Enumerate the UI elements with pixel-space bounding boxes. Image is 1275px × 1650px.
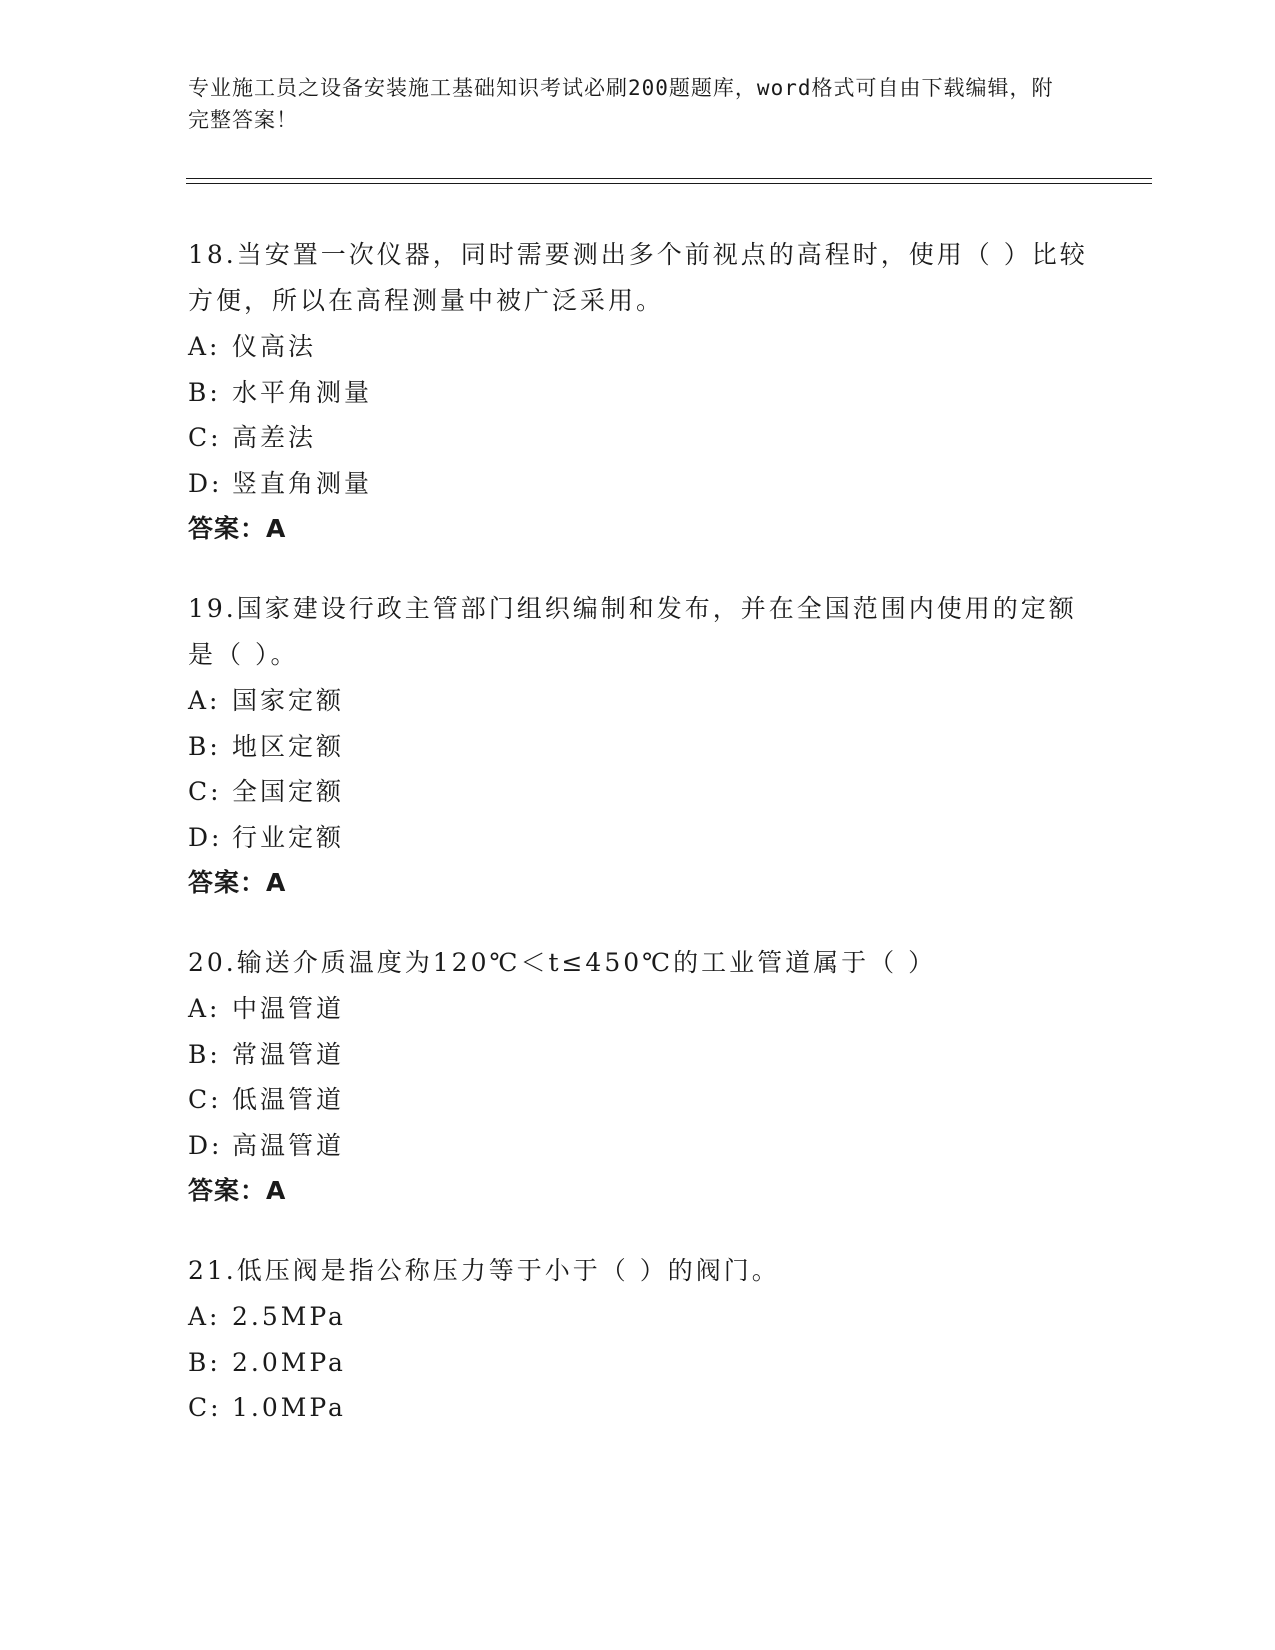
question-stem: 20.输送介质温度为120℃＜t≤450℃的工业管道属于（ ）: [188, 948, 937, 977]
question-list: [188, 232, 1088, 1465]
option-letter: A:: [188, 332, 221, 361]
option-d: [188, 461, 1088, 507]
answer-line: 答案：A: [188, 514, 287, 543]
option-text: 高差法: [232, 423, 317, 452]
option-c: [188, 1077, 1088, 1123]
question-stem: 18.当安置一次仪器，同时需要测出多个前视点的高程时，使用（ ）比较方便，所以在高程测量中被广泛采用。: [188, 240, 1088, 315]
option-text: 仪高法: [232, 332, 317, 361]
option-a: [188, 678, 1088, 724]
option-a: [188, 986, 1088, 1032]
option-text: 高温管道: [232, 1130, 345, 1160]
option-b: [188, 370, 1088, 416]
option-letter: B:: [188, 731, 221, 761]
document-header: [188, 72, 1068, 136]
option-letter: D:: [188, 468, 223, 498]
option-letter: C:: [188, 777, 222, 806]
option-b: [188, 724, 1088, 770]
option-text: 2.5MPa: [232, 1302, 346, 1331]
option-text: 2.0MPa: [232, 1347, 346, 1377]
option-letter: B:: [188, 1347, 221, 1377]
option-text: 1.0MPa: [232, 1393, 346, 1422]
option-b: [188, 1340, 1088, 1386]
option-letter: C:: [188, 1085, 222, 1114]
question-stem: 19.国家建设行政主管部门组织编制和发布，并在全国范围内使用的定额是（ ）。: [188, 594, 1077, 669]
option-text: 地区定额: [232, 731, 345, 761]
option-letter: C:: [188, 1393, 222, 1422]
question-19: [188, 586, 1088, 906]
option-letter: A:: [188, 686, 221, 715]
option-b: [188, 1032, 1088, 1078]
document-title: 专业施工员之设备安装施工基础知识考试必刷200题题库，word格式可自由下载编辑，附完整答案！: [188, 76, 1054, 132]
answer-line: 答案：A: [188, 868, 287, 897]
header-divider-top: [186, 178, 1152, 179]
option-text: 竖直角测量: [232, 468, 373, 498]
option-text: 低温管道: [232, 1085, 345, 1114]
header-divider-bottom: [186, 183, 1152, 184]
option-c: [188, 415, 1088, 461]
option-letter: A:: [188, 1302, 221, 1331]
option-d: [188, 815, 1088, 861]
option-c: [188, 769, 1088, 815]
option-text: 中温管道: [232, 994, 345, 1023]
option-text: 国家定额: [232, 686, 345, 715]
option-letter: D:: [188, 822, 223, 852]
question-18: [188, 232, 1088, 552]
option-text: 水平角测量: [232, 377, 373, 407]
option-a: [188, 324, 1088, 370]
option-d: [188, 1123, 1088, 1169]
option-text: 全国定额: [232, 777, 345, 806]
question-21: [188, 1248, 1088, 1431]
question-20: [188, 940, 1088, 1214]
option-a: [188, 1294, 1088, 1340]
option-letter: C:: [188, 423, 222, 452]
option-letter: D:: [188, 1130, 223, 1160]
answer-line: 答案：A: [188, 1176, 287, 1205]
option-text: 常温管道: [232, 1039, 345, 1069]
option-c: [188, 1385, 1088, 1431]
question-stem: 21.低压阀是指公称压力等于小于（ ）的阀门。: [188, 1256, 780, 1285]
option-letter: B:: [188, 1039, 221, 1069]
option-text: 行业定额: [232, 822, 345, 852]
option-letter: B:: [188, 377, 221, 407]
option-letter: A:: [188, 994, 221, 1023]
